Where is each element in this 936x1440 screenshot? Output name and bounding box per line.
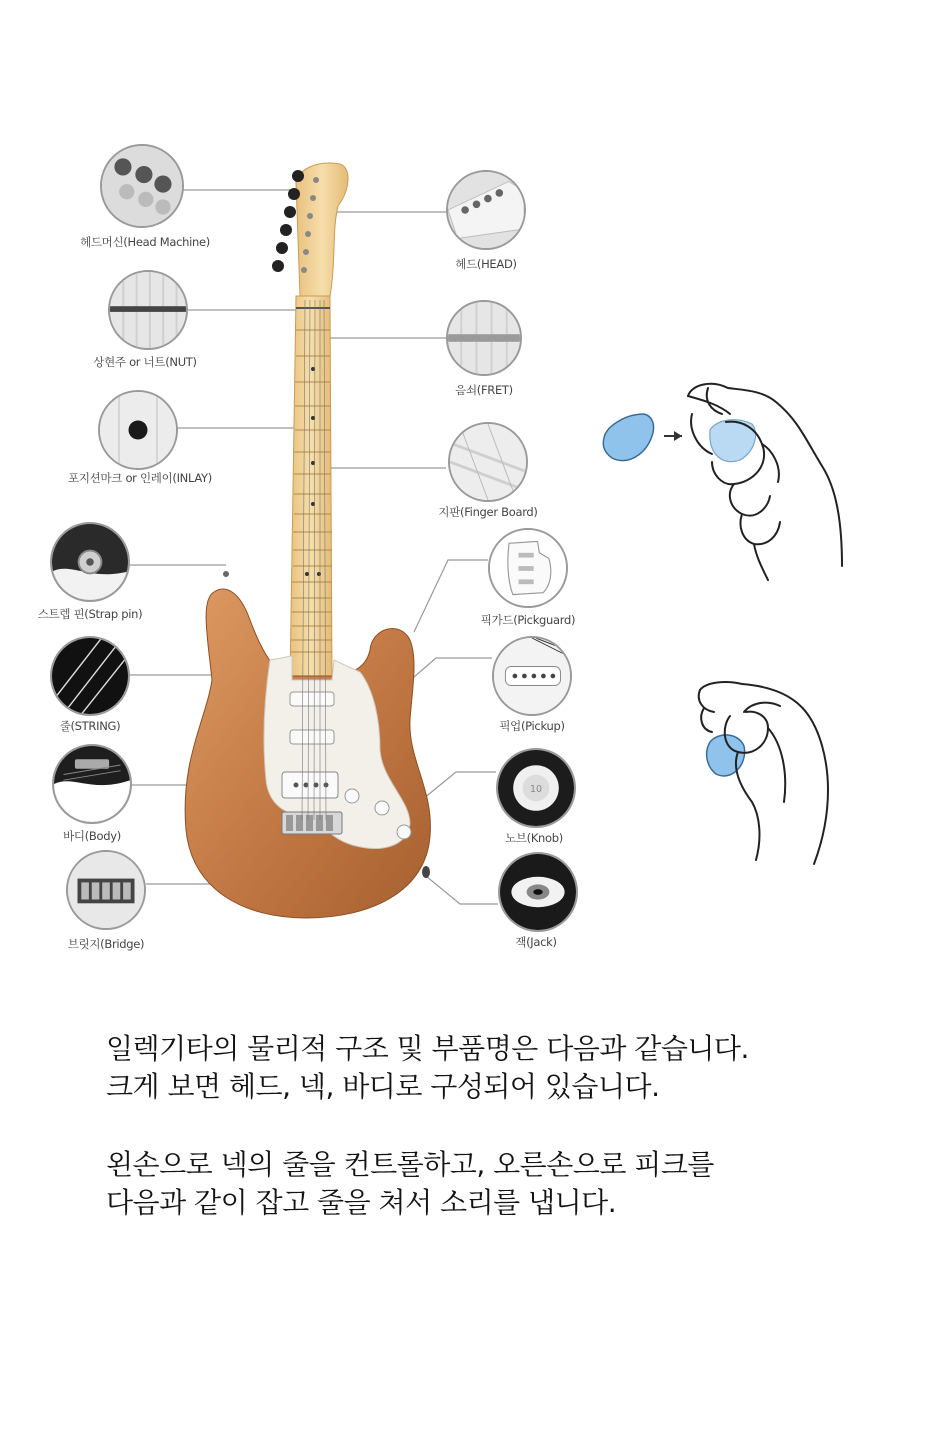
- label-jack: 잭(Jack): [515, 935, 557, 949]
- label-knob: 노브(Knob): [505, 831, 563, 845]
- label-fret: 음쇠(FRET): [455, 383, 513, 397]
- label-strap-pin: 스트렙 핀(Strap pin): [37, 607, 143, 621]
- label-head-machine: 헤드머신(Head Machine): [80, 235, 210, 249]
- label-pickguard: 픽가드(Pickguard): [480, 613, 576, 627]
- label-finger-board: 지판(Finger Board): [438, 505, 538, 519]
- strap-pin-photo: [50, 522, 130, 602]
- description-line-3: 왼손으로 넥의 줄을 컨트롤하고, 오른손으로 피크를: [106, 1148, 714, 1181]
- finger-board-photo: [448, 422, 528, 502]
- knob-photo: [496, 748, 576, 828]
- jack-photo: [498, 852, 578, 932]
- description-line-2: 크게 보면 헤드, 넥, 바디로 구성되어 있습니다.: [106, 1070, 660, 1103]
- bridge-photo: [66, 850, 146, 930]
- head-photo: [446, 170, 526, 250]
- label-head: 헤드(HEAD): [455, 257, 517, 271]
- inlay-photo: [98, 390, 178, 470]
- description-line-4: 다음과 같이 잡고 줄을 쳐서 소리를 냅니다.: [106, 1186, 617, 1219]
- pick-grip-illustration-bottom: [592, 672, 892, 872]
- label-pickup: 픽업(Pickup): [499, 719, 565, 733]
- fret-photo: [446, 300, 522, 376]
- description-line-1: 일렉기타의 물리적 구조 및 부품명은 다음과 같습니다.: [106, 1032, 749, 1065]
- nut-photo: [108, 270, 188, 350]
- head-machine-photo: [100, 144, 184, 228]
- label-string: 줄(STRING): [59, 719, 121, 733]
- pickguard-photo: [488, 528, 568, 608]
- label-bridge: 브릿지(Bridge): [67, 937, 145, 951]
- body-photo: [52, 744, 132, 824]
- label-body: 바디(Body): [63, 829, 121, 843]
- string-photo: [50, 636, 130, 716]
- pick-grip-illustration-top: [592, 370, 892, 590]
- pickup-photo: [492, 636, 572, 716]
- svg-text:10: 10: [529, 783, 543, 795]
- label-nut: 상현주 or 너트(NUT): [93, 355, 197, 369]
- label-inlay: 포지션마크 or 인레이(INLAY): [68, 471, 212, 485]
